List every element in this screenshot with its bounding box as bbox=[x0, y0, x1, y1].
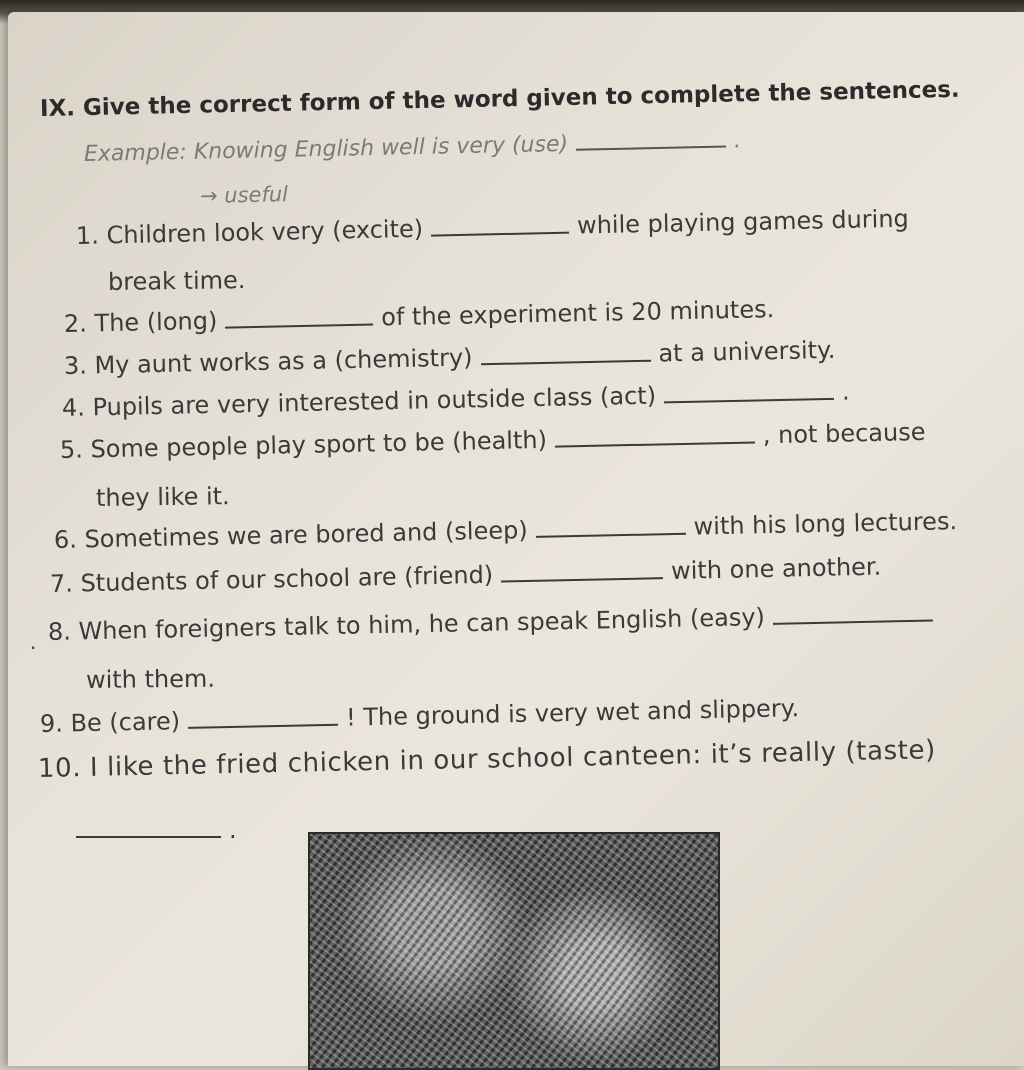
answer-blank-10[interactable] bbox=[76, 832, 221, 838]
sentence-10-cont bbox=[76, 816, 237, 844]
illustration-photo bbox=[308, 832, 720, 1070]
sentence-1-end: while playing games during bbox=[576, 204, 910, 240]
example-text: Example: Knowing English well is very (use) bbox=[83, 131, 569, 167]
example-end: . bbox=[733, 128, 742, 154]
example-answer: → useful bbox=[199, 182, 289, 208]
sentence-10-end: . bbox=[229, 816, 237, 844]
sentence-1-cont: break time. bbox=[107, 266, 246, 296]
sentence-5-end: , not because bbox=[762, 417, 926, 450]
sentence-8-cont: with them. bbox=[85, 664, 216, 694]
answer-blank-5[interactable] bbox=[555, 437, 755, 447]
sentence-6-end: with his long lectures. bbox=[693, 507, 958, 541]
example-blank bbox=[576, 142, 726, 151]
sentence-9-start: 9. Be (care) bbox=[39, 707, 181, 738]
exercise-title: IX. Give the correct form of the word given to complete the sentences. bbox=[39, 76, 960, 122]
margin-dot: · bbox=[30, 636, 37, 660]
sentence-2-end: of the experiment is 20 minutes. bbox=[380, 295, 775, 332]
sentence-4-end: . bbox=[841, 377, 850, 406]
answer-blank-3[interactable] bbox=[481, 356, 651, 366]
answer-blank-4[interactable] bbox=[664, 394, 834, 404]
sentence-1-start: 1. Children look very (excite) bbox=[75, 214, 424, 250]
answer-blank-2[interactable] bbox=[225, 320, 373, 329]
sentence-2-start: 2. The (long) bbox=[63, 306, 218, 338]
answer-blank-6[interactable] bbox=[536, 529, 686, 538]
answer-blank-1[interactable] bbox=[431, 228, 569, 237]
sentence-7-start: 7. Students of our school are (friend) bbox=[49, 560, 494, 598]
sentence-5-start: 5. Some people play sport to be (health) bbox=[59, 425, 548, 464]
sentence-3-start: 3. My aunt works as a (chemistry) bbox=[63, 343, 473, 380]
sentence-8-start: 8. When foreigners talk to him, he can speak English (easy) bbox=[47, 602, 766, 646]
answer-blank-9[interactable] bbox=[188, 720, 338, 729]
answer-blank-7[interactable] bbox=[501, 573, 663, 582]
sentence-4-start: 4. Pupils are very interested in outside class (act) bbox=[61, 381, 657, 422]
sentence-9-end: ! The ground is very wet and slippery. bbox=[345, 694, 800, 732]
sentence-5-cont: they like it. bbox=[95, 482, 230, 512]
answer-blank-8[interactable] bbox=[773, 615, 933, 624]
sentence-10-start: 10. I like the fried chicken in our school canteen: it’s really (taste) bbox=[37, 735, 937, 784]
sentence-6-start: 6. Sometimes we are bored and (sleep) bbox=[53, 516, 528, 554]
sentence-3-end: at a university. bbox=[658, 335, 836, 368]
sentence-7-end: with one another. bbox=[670, 552, 882, 585]
